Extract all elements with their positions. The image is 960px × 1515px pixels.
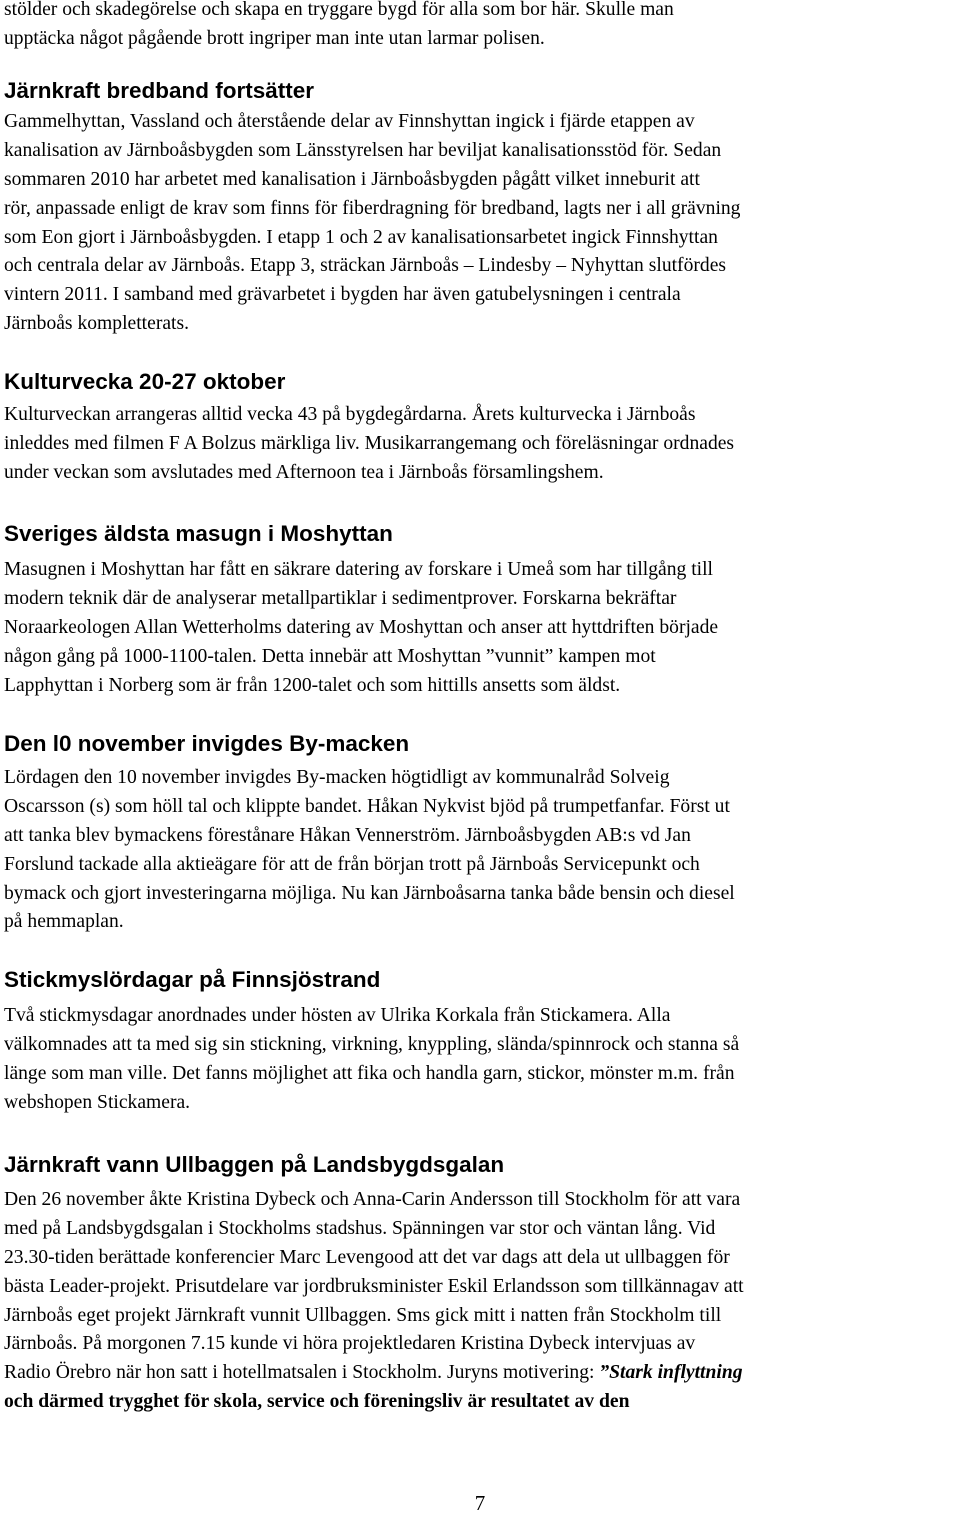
jury-quote-start: ”Stark inflyttning (599, 1362, 743, 1384)
section-heading: Järnkraft vann Ullbaggen på Landsbygdsgalan (4, 1152, 505, 1177)
section-paragraph (4, 1002, 739, 1118)
paragraph-line: Kulturveckan arrangeras alltid vecka 43 på bygdegårdarna. Årets kulturvecka i Järnboås (4, 404, 696, 425)
intro-paragraph (4, 0, 674, 54)
paragraph-line: Lapphyttan i Norberg som är från 1200-talet och som hittills ansetts som äldst. (4, 674, 621, 696)
paragraph-line: att tanka blev bymackens förestånare Håkan Vennerström. Järnboåsbygden AB:s vd Jan (4, 824, 691, 846)
intro-line: upptäcka något pågående brott ingriper man inte utan larmar polisen. (4, 27, 545, 49)
paragraph-line: inleddes med filmen F A Bolzus märkliga liv. Musikarrangemang och föreläsningar ordnades (4, 432, 735, 454)
paragraph-line: på hemmaplan. (4, 911, 124, 933)
paragraph-line: modern teknik där de analyserar metallpartiklar i sedimentprover. Forskarna bekräftar (4, 587, 677, 609)
paragraph-line: som Eon gjort i Järnboåsbygden. I etapp 1 och 2 av kanalisationsarbetet ingick Finnshyttan (4, 226, 718, 248)
paragraph-line: Järnboås eget projekt Järnkraft vunnit Ullbaggen. Sms gick mitt i natten från Stockholm till (4, 1304, 722, 1326)
paragraph-line: Forslund tackade alla aktieägare för att de från början trott på Järnboås Servicepunkt och (4, 853, 700, 875)
section-paragraph (4, 764, 735, 937)
paragraph-line: och centrala delar av Järnboås. Etapp 3, sträckan Järnboås – Lindesby – Nyhyttan slutfördes (4, 255, 727, 277)
paragraph-line: Gammelhyttan, Vassland och återstående delar av Finnshyttan ingick i fjärde etappen av (4, 111, 695, 132)
paragraph-line: välkomnades att ta med sig sin stickning, virkning, knyppling, slända/spinnrock och stanna så (4, 1033, 740, 1055)
paragraph-line: Den 26 november åkte Kristina Dybeck och Anna-Carin Andersson till Stockholm för att vara (4, 1189, 741, 1210)
paragraph-line: Oscarsson (s) som höll tal och klippte bandet. Håkan Nykvist bjöd på trumpetfanfar. Först ut (4, 795, 730, 817)
page-number: 7 (474, 1491, 486, 1515)
section-paragraph (4, 556, 718, 700)
section-heading: Sveriges äldsta masugn i Moshyttan (4, 521, 393, 546)
section-paragraph (4, 1186, 744, 1417)
paragraph-line-mixed (4, 1359, 744, 1388)
section-heading: Järnkraft bredband fortsätter (4, 78, 315, 103)
paragraph-line: någon gång på 1000-1100-talen. Detta innebär att Moshyttan ”vunnit” kampen mot (4, 645, 656, 667)
paragraph-line: länge som man ville. Det fanns möjlighet att fika och handla garn, stickor, mönster m.m. från (4, 1062, 735, 1084)
paragraph-line-plain-part: Radio Örebro när hon satt i hotellmatsalen i Stockholm. Juryns motivering: (4, 1362, 600, 1384)
section-paragraph (4, 401, 734, 488)
paragraph-line: sommaren 2010 har arbetet med kanalisation i Järnboåsbygden pågått vilket inneburit att (4, 168, 700, 190)
paragraph-line: 23.30-tiden berättade konferencier Marc Levengood att det var dags att dela ut ullbaggen för (4, 1246, 730, 1268)
paragraph-line: kanalisation av Järnboåsbygden som Länsstyrelsen har beviljat kanalisationsstöd för. Sedan (4, 139, 722, 161)
paragraph-line: Järnboås kompletterats. (4, 313, 190, 335)
paragraph-line: vintern 2011. I samband med grävarbetet i bygden har även gatubelysningen i centrala (4, 284, 681, 306)
paragraph-line: Två stickmysdagar anordnades under hösten av Ulrika Korkala från Stickamera. Alla (4, 1005, 671, 1026)
paragraph-line: under veckan som avslutades med Afternoon tea i Järnboås församlingshem. (4, 461, 604, 483)
paragraph-line: med på Landsbygdsgalan i Stockholms stadshus. Spänningen var stor och väntan lång. Vid (4, 1217, 716, 1239)
section-heading: Kulturvecka 20-27 oktober (4, 369, 286, 394)
intro-line: stölder och skadegörelse och skapa en tryggare bygd för alla som bor här. Skulle man (4, 0, 674, 20)
section-paragraph (4, 108, 740, 339)
section-heading: Stickmyslördagar på Finnsjöstrand (4, 967, 381, 992)
paragraph-line-bold: och därmed trygghet för skola, service och föreningsliv är resultatet av den (4, 1391, 630, 1413)
paragraph-line: bästa Leader-projekt. Prisutdelare var jordbruksminister Eskil Erlandsson som tillkännagav att (4, 1275, 744, 1297)
paragraph-line: webshopen Stickamera. (4, 1091, 191, 1113)
paragraph-line: rör, anpassade enligt de krav som finns för fiberdragning för bredband, lagts ner i all grävning (4, 197, 741, 219)
paragraph-line: Lördagen den 10 november invigdes By-macken högtidligt av kommunalråd Solveig (4, 767, 670, 788)
section-heading: Den l0 november invigdes By-macken (4, 731, 410, 756)
paragraph-line: bymack och gjort investeringarna möjliga. Nu kan Järnboåsarna tanka både bensin och diesel (4, 882, 735, 904)
paragraph-line: Noraarkeologen Allan Wetterholms datering av Moshyttan och anser att hyttdriften började (4, 616, 719, 638)
paragraph-line: Masugnen i Moshyttan har fått en säkrare datering av forskare i Umeå som har tillgång till (4, 559, 713, 580)
paragraph-line: Järnboås. På morgonen 7.15 kunde vi höra projektledaren Kristina Dybeck intervjuas av (4, 1333, 696, 1355)
